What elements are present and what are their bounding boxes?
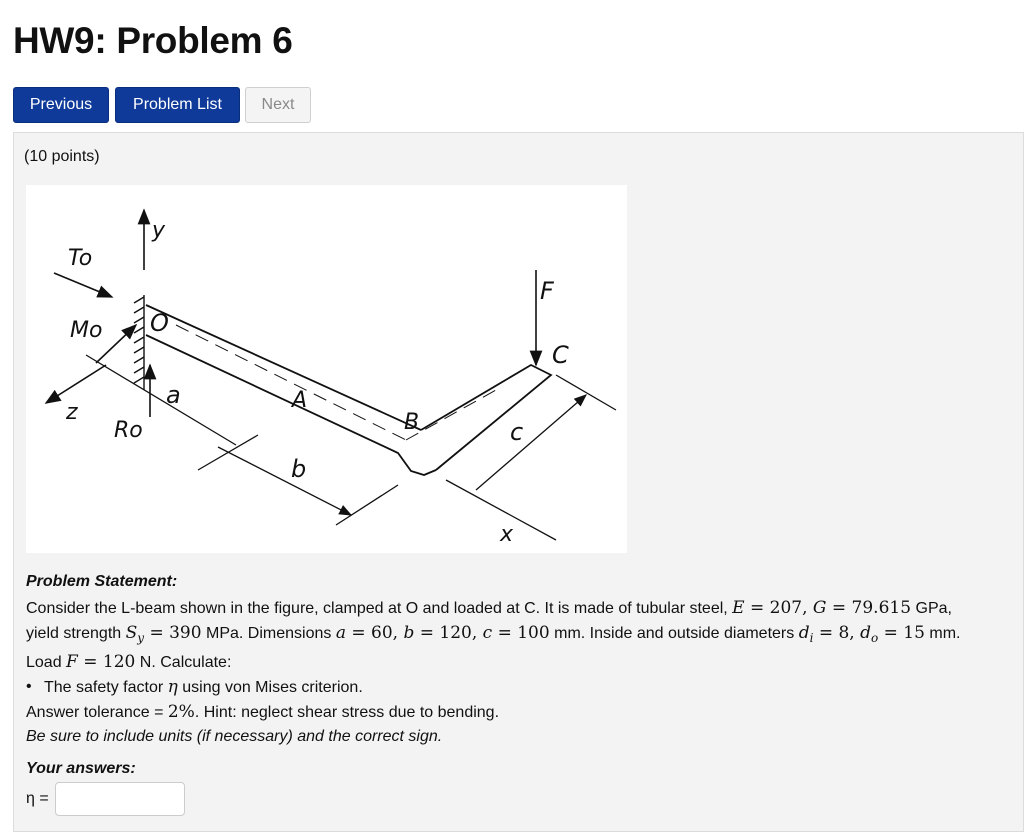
bullet-item — [26, 675, 1016, 700]
label-x: x — [500, 522, 514, 547]
statement-line-1 — [26, 596, 1016, 621]
statement-line-2 — [26, 621, 1016, 650]
points-label: (10 points) — [24, 148, 100, 165]
label-b: b — [291, 455, 307, 483]
text: mm. Inside and outside diameters — [549, 625, 799, 642]
text: N. Calculate: — [135, 654, 232, 672]
problem-figure — [26, 185, 627, 553]
statement-line-6: Be sure to include units (if necessary) and the correct sign. — [26, 728, 443, 746]
math: = 120, — [414, 623, 483, 643]
text: Consider the L-beam shown in the figure, clamped at O and loaded at C. It is made of tubular steel, — [26, 600, 733, 617]
page-title: HW9: Problem 6 — [13, 20, 293, 61]
math-eta: η — [167, 677, 178, 698]
math-sub: y — [137, 631, 145, 646]
label-Mo: Mo — [70, 318, 103, 343]
math-d: d — [860, 623, 872, 643]
math-c: c — [482, 623, 493, 643]
wall-support — [134, 295, 144, 390]
math: = 100 — [492, 623, 550, 643]
label-z: z — [66, 400, 78, 425]
math: = 15 — [878, 623, 925, 643]
problem-panel — [13, 132, 1024, 832]
problem-list-button[interactable]: Problem List — [115, 87, 240, 123]
label-F: F — [540, 277, 554, 305]
text: Load — [26, 654, 67, 672]
math: = 390 — [144, 623, 202, 643]
label-y: y — [152, 218, 166, 243]
label-To: To — [68, 246, 93, 271]
text: The safety factor — [44, 679, 168, 697]
math: 2% — [167, 702, 195, 723]
statement-line-3 — [26, 650, 1016, 675]
math: = 120 — [77, 652, 136, 673]
math-sub: i — [809, 631, 814, 646]
answer-label: η = — [26, 790, 49, 807]
label-a: a — [166, 381, 181, 409]
beam — [146, 305, 551, 475]
label-C: C — [552, 341, 569, 369]
math-F: F — [66, 652, 78, 673]
answer-row — [26, 781, 185, 817]
bullet-dot: • — [26, 678, 32, 696]
torque-arrow — [54, 273, 112, 297]
label-B: B — [404, 410, 420, 435]
math-b: b — [403, 623, 415, 643]
text: using von Mises criterion. — [177, 679, 363, 697]
previous-button[interactable]: Previous — [13, 87, 109, 123]
math: = 8, — [813, 623, 861, 643]
next-button[interactable]: Next — [245, 87, 311, 123]
answers-title: Your answers: — [26, 760, 136, 777]
text: yield strength — [26, 625, 126, 642]
math: = 207, — [744, 598, 813, 618]
text: . Hint: neglect shear stress due to bending. — [194, 704, 500, 722]
math-G: G — [812, 598, 827, 618]
math-E: E — [732, 598, 745, 618]
problem-statement — [26, 596, 1016, 749]
statement-line-5 — [26, 700, 1016, 725]
text: MPa. Dimensions — [201, 625, 336, 642]
label-c: c — [510, 418, 524, 446]
z-axis-arrow — [46, 365, 106, 403]
eta-answer-input[interactable] — [55, 782, 185, 816]
math-d: d — [798, 623, 810, 643]
text: GPa, — [911, 600, 952, 617]
math-sub: o — [871, 631, 879, 646]
text: mm. — [924, 625, 961, 642]
text: Answer tolerance = — [26, 704, 168, 722]
l-beam-diagram — [26, 185, 627, 553]
label-Ro: Ro — [114, 418, 143, 443]
label-O: O — [150, 309, 169, 337]
bullet-text — [44, 675, 363, 700]
math: = 60, — [345, 623, 404, 643]
math-S: S — [125, 623, 138, 643]
statement-title: Problem Statement: — [26, 573, 178, 590]
label-A: A — [292, 388, 308, 413]
math: = 79.615 — [826, 598, 912, 618]
math-a: a — [335, 623, 346, 643]
